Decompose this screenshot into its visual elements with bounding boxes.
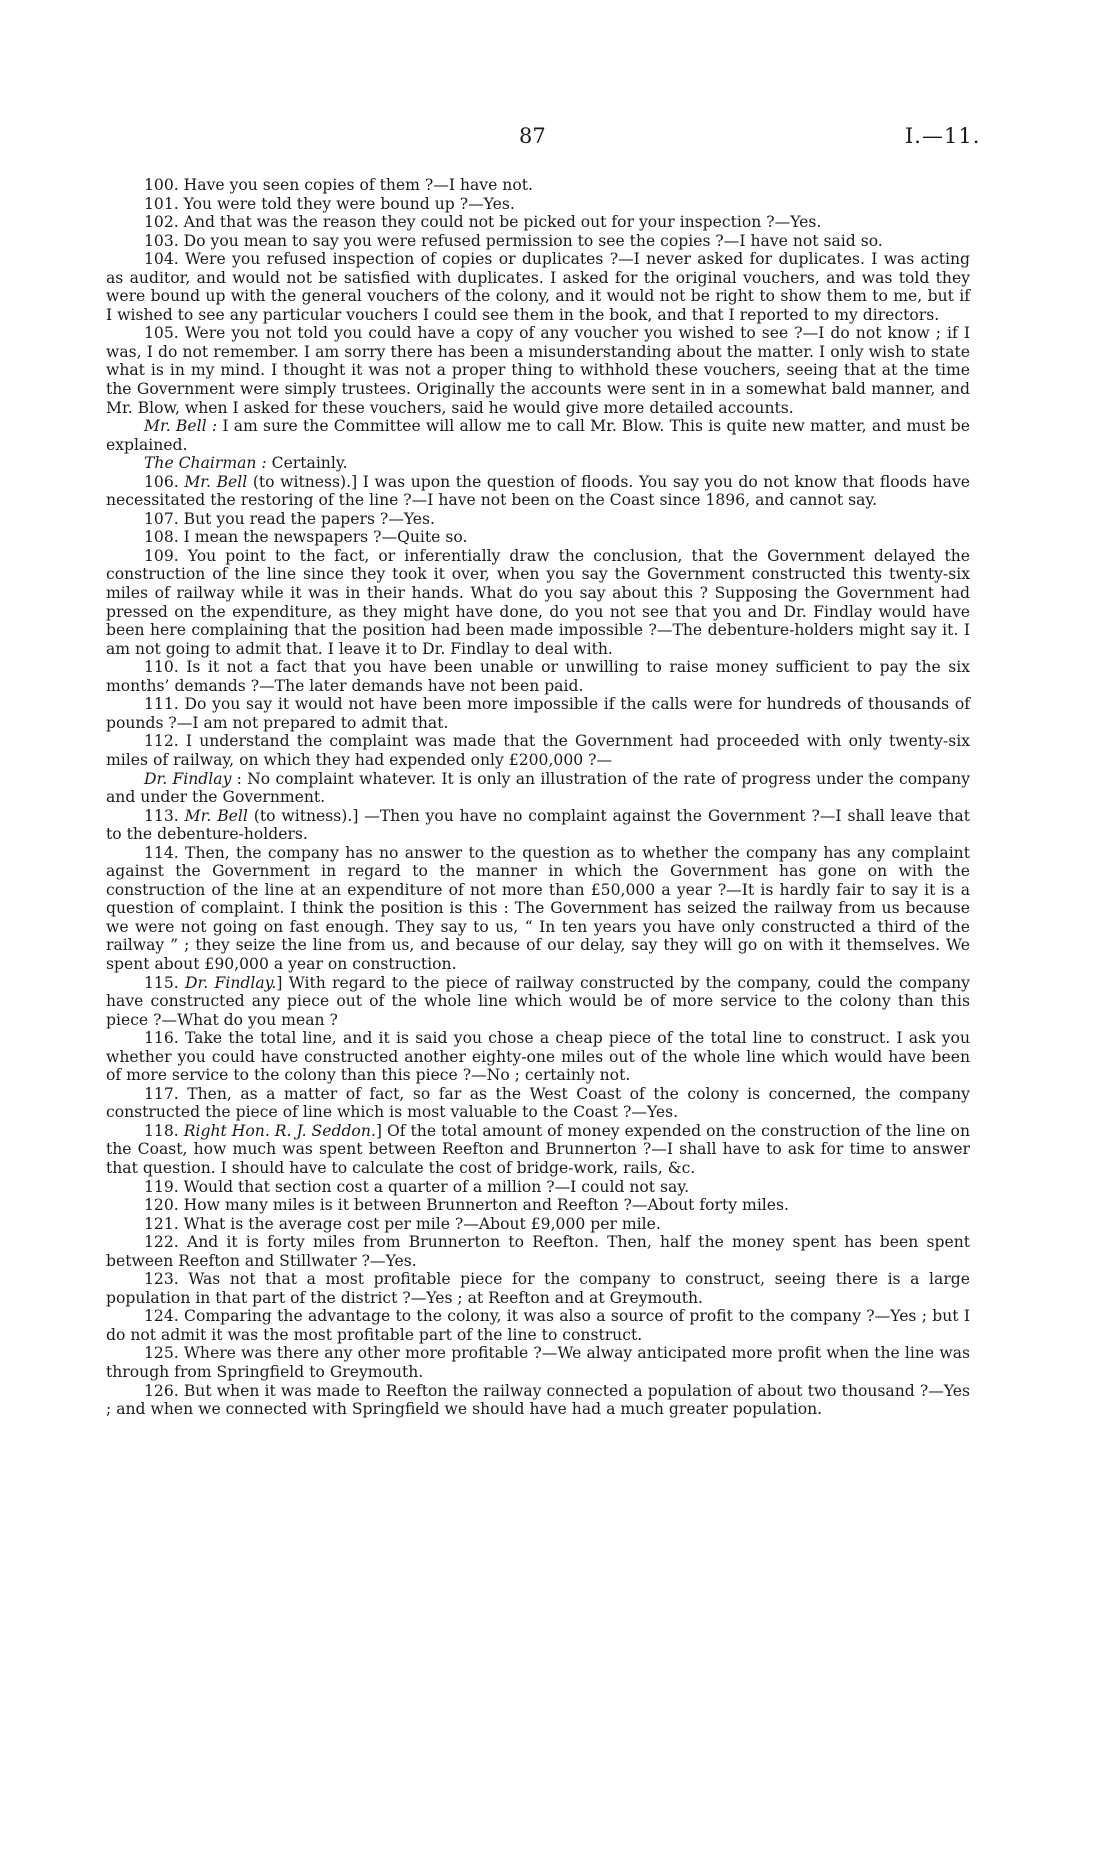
paragraph-text: Certainly. [266, 454, 348, 473]
speaker-name: Mr. Bell : [144, 417, 218, 436]
paragraph [106, 1085, 970, 1122]
document-body [106, 176, 970, 1419]
paragraph-text: 125. Where was there any other more profitable ?—We alway anticipated more profit when the line was through from Springfield to Greymouth. [106, 1344, 970, 1381]
paragraph-text: 114. Then, the company has no answer to the question as to whether the company has any complaint against the Government in regard to the manner in which the Government has gone on with the construction of the line at an expenditure of not more than £50,000 a year ?—It is hardly fair to say it is a question of complaint. I think the position is this : The Government has seized the railway from us because we were not going on fast enough. They say to us, “ In ten years you have only constructed a third of the railway ” ; they seize the line from us, and because of our delay, say they will go on with it themselves. We spent about £90,000 a year on construction. [106, 843, 970, 973]
paper-reference: I.—11. [905, 124, 981, 148]
paragraph [106, 213, 970, 232]
speaker-name: Dr. Findlay. [185, 973, 277, 992]
paragraph-text: 120. How many miles is it between Brunnerton and Reefton ?—About forty miles. [144, 1196, 789, 1215]
paragraph-text: 104. Were you refused inspection of copies or duplicates ?—I never asked for duplicates. I was acting as auditor, and would not be satisfied with duplicates. I asked for the original vouchers, and was told they were bound up with the general vouchers of the colony, and it would not be right to show them to me, but if I wished to see any particular vouchers I could see them in the book, and that I reported to my directors. [106, 250, 970, 324]
paragraph-text: 122. And it is forty miles from Brunnerton to Reefton. Then, half the money spent has been spent between Reefton and Stillwater ?—Yes. [106, 1233, 970, 1270]
paragraph [106, 473, 970, 510]
paragraph-text: 124. Comparing the advantage to the colony, it was also a source of profit to the company ?—Yes ; but I do not admit it was the most profitable part of the line to construct. [106, 1307, 970, 1344]
paragraph [106, 510, 970, 529]
paragraph [106, 1196, 970, 1215]
paragraph-text: 101. You were told they were bound up ?—Yes. [144, 194, 515, 213]
paragraph [106, 417, 970, 454]
paragraph [106, 528, 970, 547]
paragraph [106, 807, 970, 844]
paragraph-text: (to witness).] —Then you have no complaint against the Government ?—I shall leave that to the debenture-holders. [106, 806, 970, 844]
paragraph [106, 695, 970, 732]
paragraph-text: 118. [144, 1121, 184, 1140]
paragraph-text: 105. Were you not told you could have a copy of any voucher you wished to see ?—I do not know ; if I was, I do not remember. I am sorry there has been a misunderstanding about the matter. I only wish to state what is in my mind. I thought it was not a proper thing to withhold these vouchers, seeing that at the time the Government were simply trustees. Originally the accounts were sent in in a somewhat bald manner, and Mr. Blow, when I asked for these vouchers, said he would give more detailed accounts. [106, 324, 970, 417]
paragraph-text: 126. But when it was made to Reefton the railway connected a population of about two thousand ?—Yes ; and when we connected with Springfield we should have had a much greater population. [106, 1381, 970, 1419]
paragraph-text: 117. Then, as a matter of fact, so far as the West Coast of the colony is concerned, the company constructed the piece of line which is most valuable to the Coast ?—Yes. [106, 1084, 970, 1122]
paragraph-text: 103. Do you mean to say you were refused permission to see the copies ?—I have not said so. [144, 231, 883, 250]
paragraph-text: 113. [144, 806, 185, 825]
paragraph-text: : No complaint whatever. It is only an illustration of the rate of progress under the company and under the Government. [106, 769, 970, 807]
paragraph [106, 1382, 970, 1419]
paragraph-text: 106. [144, 472, 185, 491]
paragraph [106, 732, 970, 769]
paragraph-text: 112. I understand the complaint was made that the Government had proceeded with only twenty-six miles of railway, on which they had expended only £200,000 ?— [106, 732, 970, 769]
paragraph-text: 119. Would that section cost a quarter of a million ?—I could not say. [144, 1177, 690, 1196]
paragraph [106, 454, 970, 473]
paragraph [106, 1215, 970, 1234]
paragraph [106, 324, 970, 417]
paragraph-text: 108. I mean the newspapers ?—Quite so. [144, 528, 468, 547]
paragraph [106, 658, 970, 695]
paragraph-text: (to witness).] I was upon the question of floods. You say you do not know that floods have necessitated the restoring of the line ?—I have not been on the Coast since 1896, and cannot say. [106, 472, 970, 510]
paragraph-text: 100. Have you seen copies of them ?—I have not. [144, 176, 533, 194]
paragraph-text: I am sure the Committee will allow me to call Mr. Blow. This is quite new matter, and must be explained. [106, 417, 970, 454]
paragraph-text: ] With regard to the piece of railway constructed by the company, could the company have constructed any piece out of the whole line which would be of more service to the colony than this piece ?—What do you mean ? [106, 973, 970, 1029]
paragraph-text: 102. And that was the reason they could not be picked out for your inspection ?—Yes. [144, 213, 822, 232]
paragraph [106, 770, 970, 807]
paragraph-text: 116. Take the total line, and it is said you chose a cheap piece of the total line to construct. I ask you whether you could have constructed another eighty-one miles out of the whole line which would have been of more service to the colony than this piece ?—No ; certainly not. [106, 1029, 970, 1085]
paragraph [106, 1233, 970, 1270]
paragraph [106, 195, 970, 214]
paragraph-text: 115. [144, 973, 186, 992]
paragraph [106, 1122, 970, 1178]
paragraph-text: 109. You point to the fact, or inferentially draw the conclusion, that the Government delayed the construction of the line since they took it over, when you say the Government constructed this twenty-six miles of railway while it was in their hands. What do you say about this ? Supposing the Government had pressed on the expenditure, as they might have done, do you not see that you and Dr. Findlay would have been here complaining that the position had been made impossible ?—The debenture-holders might say it. I am not going to admit that. I leave it to Dr. Findlay to deal with. [106, 546, 970, 658]
paragraph [106, 232, 970, 251]
paragraph [106, 844, 970, 974]
paragraph-text: 111. Do you say it would not have been more impossible if the calls were for hundreds of thousands of pounds ?—I am not prepared to admit that. [106, 695, 970, 732]
speaker-name: Mr. Bell [184, 472, 248, 491]
paragraph [106, 547, 970, 658]
speaker-name: Mr. Bell [184, 806, 248, 825]
paragraph [106, 1029, 970, 1085]
paragraph [106, 1307, 970, 1344]
page-number: 87 [519, 124, 546, 148]
paragraph [106, 176, 970, 195]
paragraph-text: 121. What is the average cost per mile ?—About £9,000 per mile. [144, 1214, 661, 1233]
paragraph-text: 110. Is it not a fact that you have been unable or unwilling to raise money sufficient to pay the six months’ demands ?—The later demands have not been paid. [106, 658, 970, 695]
paragraph-text: 123. Was not that a most profitable piece for the company to construct, seeing there is a large population in that part of the district ?—Yes ; at Reefton and at Greymouth. [106, 1270, 970, 1307]
paragraph [106, 1344, 970, 1381]
speaker-name: The Chairman : [144, 454, 267, 473]
paragraph [106, 1270, 970, 1307]
speaker-name: Dr. Findlay [144, 769, 232, 788]
speaker-name: Right Hon. R. J. Seddon. [183, 1121, 376, 1140]
paragraph [106, 250, 970, 324]
paragraph-text: 107. But you read the papers ?—Yes. [144, 509, 435, 528]
paragraph-text: ] Of the total amount of money expended on the construction of the line on the Coast, how much was spent between Reefton and Brunnerton ?—I shall have to ask for time to answer that question. I should have to calculate the cost of bridge-work, rails, &c. [106, 1121, 970, 1177]
paragraph [106, 974, 970, 1030]
paragraph [106, 1178, 970, 1197]
